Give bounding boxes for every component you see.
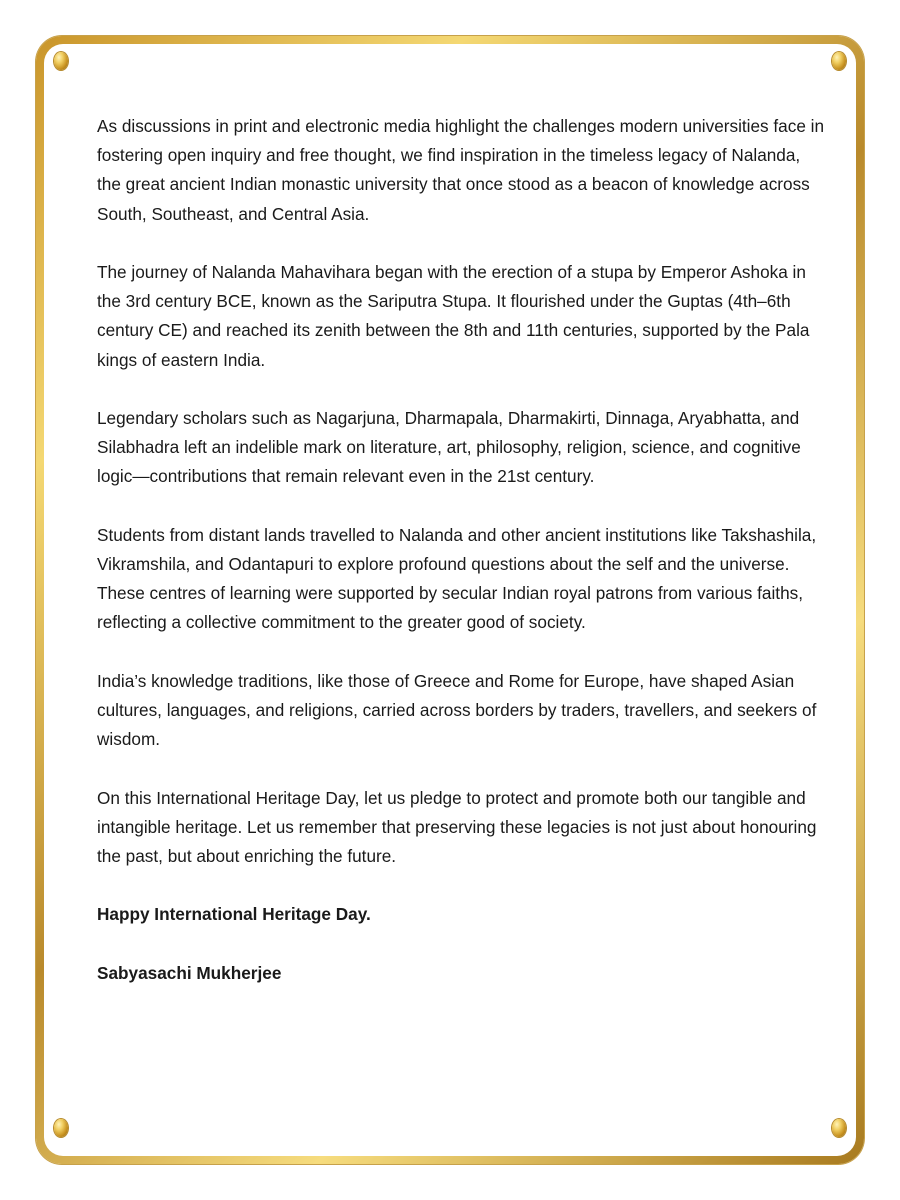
paragraph-pledge: On this International Heritage Day, let us pledge to protect and promote both our tangible and intangible heritage. Let us remember that preserving these legacies is not just about honouring the past, but about enriching the future. bbox=[97, 787, 817, 866]
gold-rivet-icon bbox=[832, 1119, 846, 1137]
paragraph-history: The journey of Nalanda Mahavihara began with the erection of a stupa by Emperor Ashoka in the 3rd century BCE, known as the Sariputra Stupa. It flourished under the Guptas (4th–6th century CE) and reached its zenith between the 8th and 11th centuries, supported by the Pala kings of eastern India. bbox=[97, 262, 810, 370]
gold-rivet-icon bbox=[54, 52, 68, 70]
signature: Sabyasachi Mukherjee bbox=[97, 962, 282, 983]
paragraph-intro: As discussions in print and electronic media highlight the challenges modern universities face in fostering open inquiry and free thought, we find inspiration in the timeless legacy of Nalanda, the great ancient Indian monastic university that once stood as a beacon of knowledge across South, Southeast, and Central Asia. bbox=[97, 116, 825, 224]
paragraph-students: Students from distant lands travelled to Nalanda and other ancient institutions like Takshashila, Vikramshila, and Odantapuri to explore profound questions about the self and the universe. These centres of learning were supported by secular Indian royal patrons from various faiths, reflecting a collective commitment to the greater good of society. bbox=[97, 524, 817, 633]
paragraph-scholars: Legendary scholars such as Nagarjuna, Dharmapala, Dharmakirti, Dinnaga, Aryabhatta, and Silabhadra left an indelible mark on literature, art, philosophy, religion, science, and cognitive logic—contributions that remain relevant even in the 21st century. bbox=[97, 408, 801, 487]
letter-body bbox=[97, 112, 827, 1017]
greeting-line: Happy International Heritage Day. bbox=[97, 904, 371, 925]
gold-rivet-icon bbox=[54, 1119, 68, 1137]
paragraph-traditions: India’s knowledge traditions, like those of Greece and Rome for Europe, have shaped Asian cultures, languages, and religions, carried across borders by traders, travellers, and seekers of wisdom. bbox=[97, 670, 817, 750]
gold-rivet-icon bbox=[832, 52, 846, 70]
